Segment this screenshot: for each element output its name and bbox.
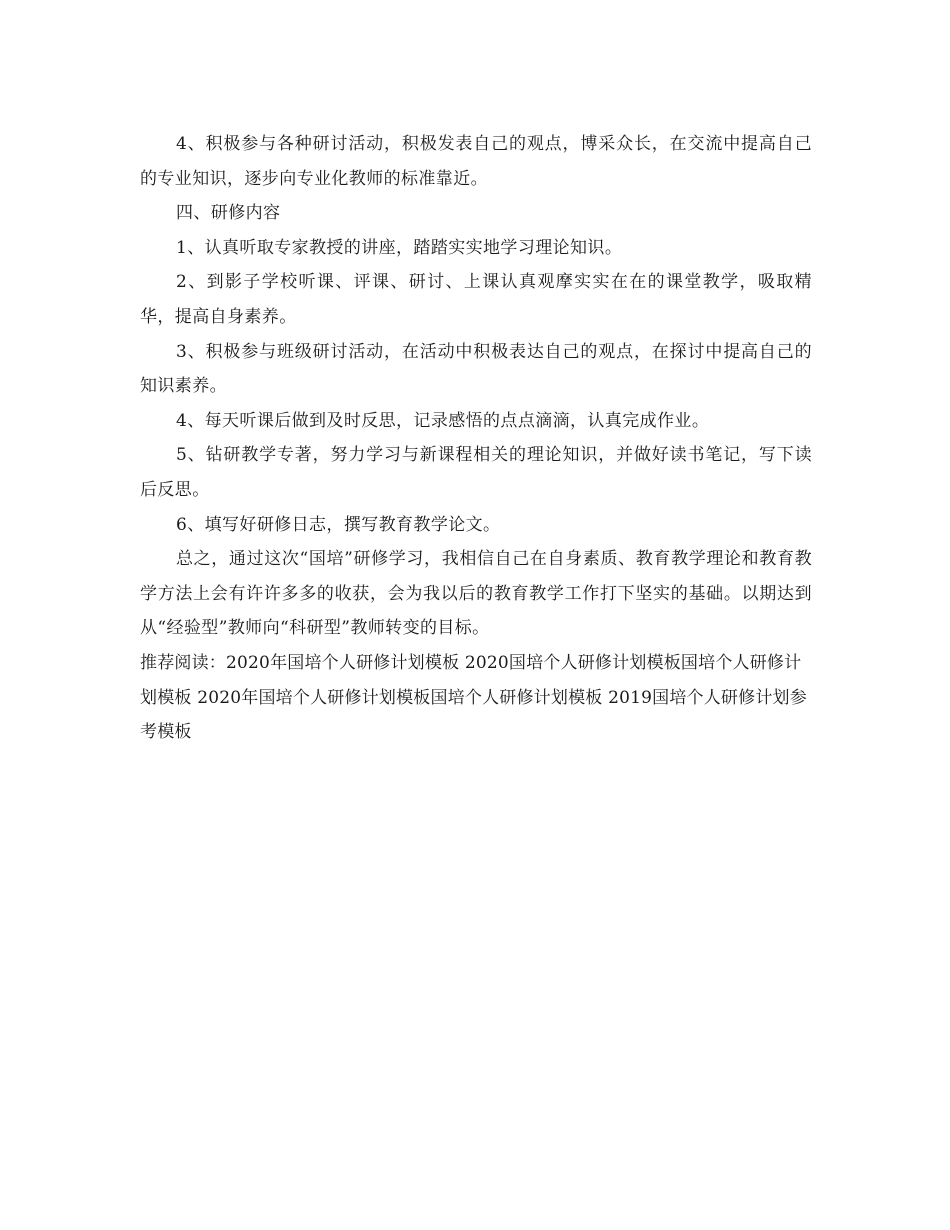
paragraph-content-1: 1、认真听取专家教授的讲座，踏踏实实地学习理论知识。 <box>176 237 623 258</box>
paragraph-content-2: 2、到影子学校听课、评课、研讨、上课认真观摩实实在在的课堂教学，吸取精华，提高自身素养。 <box>140 272 812 327</box>
paragraph-conclusion: 总之，通过这次“国培”研修学习，我相信自己在自身素质、教育教学理论和教育教学方法上会有许许多多的收获，会为我以后的教育教学工作打下坚实的基础。以期达到从“经验型”教师向“科研型”教师转变的目标。 <box>140 549 812 639</box>
paragraph-content-3: 3、积极参与班级研讨活动，在活动中积极表达自己的观点，在探讨中提高自己的知识素养。 <box>140 341 812 397</box>
recommended-reading: 推荐阅读：2020年国培个人研修计划模板 2020国培个人研修计划模板国培个人研修计划模板 2020年国培个人研修计划模板国培个人研修计划模板 2019国培个人研修计划参考模板 <box>140 652 807 743</box>
section-heading-study-content: 四、研修内容 <box>176 203 281 224</box>
document-page <box>140 127 812 750</box>
paragraph-content-5: 5、钻研教学专著，努力学习与新课程相关的理论知识，并做好读书笔记，写下读后反思。 <box>140 445 812 500</box>
paragraph-content-6: 6、填写好研修日志，撰写教育教学论文。 <box>176 514 501 535</box>
paragraph-activity-4: 4、积极参与各种研讨活动，积极发表自己的观点，博采众长，在交流中提高自己的专业知识，逐步向专业化教师的标准靠近。 <box>140 134 812 189</box>
paragraph-content-4: 4、每天听课后做到及时反思，记录感悟的点点滴滴，认真完成作业。 <box>176 410 710 431</box>
